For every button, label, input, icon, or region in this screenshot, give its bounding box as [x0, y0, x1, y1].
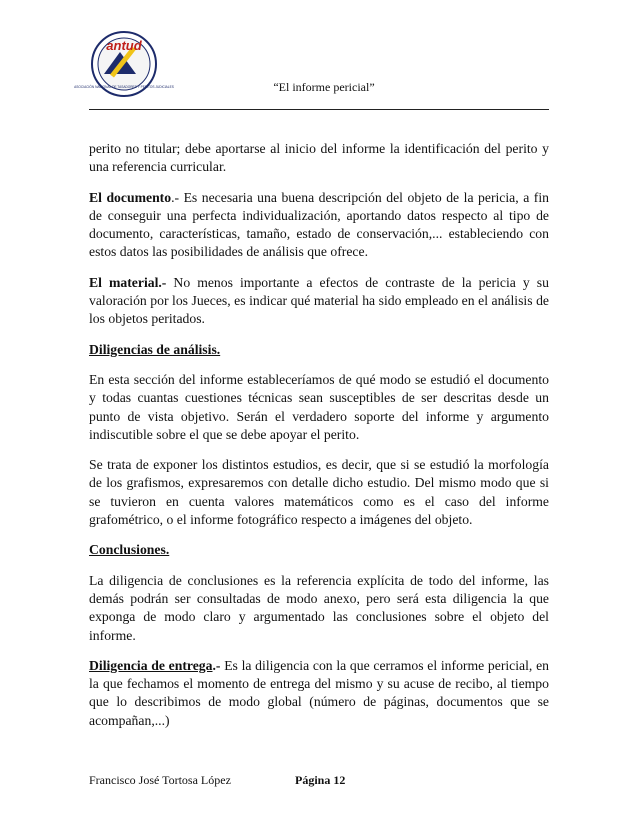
logo-ring-text: ASOCIACIÓN NACIONAL DE TASADORES Y PERITOS JUDICIALES [74, 85, 174, 89]
lead-entrega-suffix: .- [212, 657, 221, 673]
heading-conclusiones: Conclusiones. [89, 542, 170, 558]
paragraph-entrega [89, 657, 549, 730]
lead-material: El material.- [89, 274, 167, 290]
paragraph-material [89, 274, 549, 329]
text-material: No menos importante a efectos de contraste de la pericia y su valoración por los Jueces, es indicar qué material ha sido empleado en el análisis de los objetos peritados. [89, 274, 549, 327]
logo-text: antud [106, 38, 142, 53]
page-number: Página 12 [295, 773, 346, 787]
text-entrega: Es la diligencia con la que cerramos el informe pericial, en la que fechamos el momento de entrega del mismo y su acuse de recibo, al tiempo que lo describimos de modo global (número de páginas, documentos que se acompañan,...) [89, 657, 549, 728]
header-title: “El informe pericial” [273, 80, 375, 94]
lead-entrega: Diligencia de entrega [89, 657, 213, 673]
header-divider [89, 109, 549, 110]
paragraph-conclusiones: La diligencia de conclusiones es la referencia explícita de todo del informe, las demás podrán ser consultadas de modo anexo, pero será esta diligencia la que exponga de modo claro y argumentado las conclusiones sobre el objeto del informe. [89, 572, 549, 643]
paragraph-documento [89, 189, 549, 262]
paragraph-perito: perito no titular; debe aportarse al inicio del informe la identificación del perito y una referencia curricular. [89, 141, 549, 175]
footer-author: Francisco José Tortosa López [89, 773, 231, 787]
document-body [89, 140, 549, 742]
heading-diligencias-analisis: Diligencias de análisis. [89, 341, 221, 357]
text-documento: .- Es necesaria una buena descripción del objeto de la pericia, a fin de conseguir una perfecta individualización, aportando datos respecto al tipo de documento, características, tamaño, estado de conservación,... estableciendo con estos datos las posibilidades de análisis que ofrece. [89, 189, 549, 260]
paragraph-seccion: En esta sección del informe estableceríamos de qué modo se estudió el documento y todas cuantas cuestiones técnicas sean susceptibles de ser descritas desde un punto de vista objetivo. Serán el verdadero soporte del informe y argumento indiscutible sobre el que se debe apoyar el perito. [89, 371, 549, 442]
paragraph-estudios: Se trata de exponer los distintos estudios, es decir, que si se estudió la morfología de los grafismos, expresaremos con detalle dicho estudio. Del mismo modo que si se tuvieron en cuenta valores matemáticos como es el caso del informe grafométrico, o el informe fotográfico respecto a imágenes del objeto. [89, 457, 549, 528]
lead-documento: El documento [89, 189, 172, 205]
